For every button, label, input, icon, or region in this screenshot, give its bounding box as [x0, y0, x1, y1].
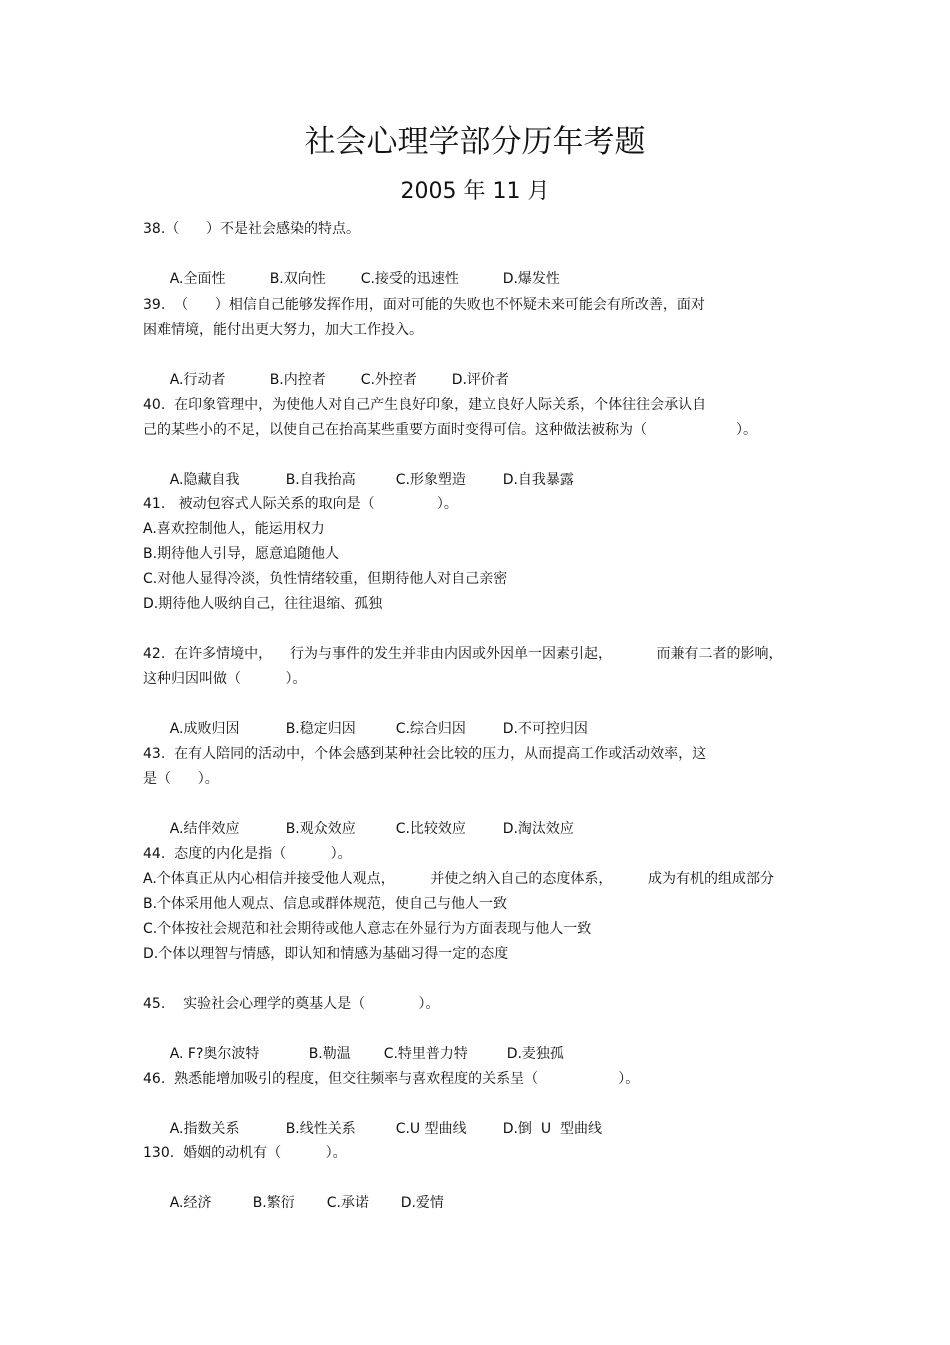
- question-options: [143, 1166, 803, 1211]
- question-130: [143, 1141, 803, 1211]
- question-stem: 41. 被动包容式人际关系的取向是（ ）。: [143, 496, 458, 512]
- option-d: D.爆发性: [502, 271, 560, 287]
- option-d: D.期待他人吸纳自己，往往退缩、孤独: [143, 596, 383, 612]
- option-c: C.比较效应: [395, 821, 466, 837]
- option-c: C.特里普力特: [383, 1046, 468, 1062]
- option-d: D.倒 U 型曲线: [502, 1121, 602, 1137]
- question-stem: 44. 态度的内化是指（ ）。: [143, 846, 352, 862]
- option-a: A.隐藏自我: [169, 472, 240, 488]
- question-options: [143, 1017, 803, 1062]
- question-stem-cont: 困难情境，能付出更大努力，加大工作投入。: [143, 322, 423, 338]
- option-b: B.勒温: [308, 1046, 351, 1062]
- option-d: D.麦独孤: [506, 1046, 564, 1062]
- option-c: C.U 型曲线: [395, 1121, 467, 1137]
- option-c: C.综合归因: [395, 721, 466, 737]
- option-a: A.成败归因: [169, 721, 240, 737]
- option-b: B.个体采用他人观点、信息或群体规范，使自己与他人一致: [143, 896, 508, 912]
- option-d: D.淘汰效应: [502, 821, 574, 837]
- question-options: [143, 692, 803, 737]
- option-b: B.双向性: [269, 271, 326, 287]
- question-40: [143, 393, 803, 488]
- question-stem-cont: 这种归因叫做（ ）。: [143, 671, 307, 687]
- question-44: [143, 842, 803, 967]
- option-b: B.自我抬高: [285, 472, 356, 488]
- option-a: A.喜欢控制他人，能运用权力: [143, 521, 325, 537]
- option-b: B.稳定归因: [285, 721, 356, 737]
- option-b: B.线性关系: [285, 1121, 356, 1137]
- option-a: A.个体真正从内心相信并接受他人观点， 并使之纳入自己的态度体系， 成为有机的组成部分: [143, 871, 774, 887]
- question-options: [143, 242, 803, 287]
- option-d: D.爱情: [400, 1195, 444, 1211]
- question-stem-cont: 己的某些小的不足，以使自己在抬高某些重要方面时变得可信。这种做法被称为（ ）。: [143, 422, 758, 438]
- question-43: [143, 742, 803, 837]
- question-options: [143, 343, 803, 388]
- option-c: C.对他人显得冷淡，负性情绪较重，但期待他人对自己亲密: [143, 571, 508, 587]
- question-options: [143, 792, 803, 837]
- question-stem: 38.（ ）不是社会感染的特点。: [143, 221, 360, 237]
- question-stem: 42. 在许多情境中， 行为与事件的发生并非由内因或外因单一因素引起， 而兼有二者的影响，: [143, 646, 783, 662]
- question-stem: 45. 实验社会心理学的奠基人是（ ）。: [143, 996, 440, 1012]
- question-stem: 46. 熟悉能增加吸引的程度，但交往频率与喜欢程度的关系呈（ ）。: [143, 1071, 640, 1087]
- option-a: A.行动者: [169, 372, 226, 388]
- question-45: [143, 992, 803, 1062]
- option-b: B.繁衍: [252, 1195, 295, 1211]
- option-b: B.内控者: [269, 372, 326, 388]
- option-d: D.评价者: [451, 372, 509, 388]
- option-d: D.不可控归因: [502, 721, 588, 737]
- question-39: [143, 293, 803, 388]
- question-42: [143, 642, 803, 737]
- question-stem: 39. （ ）相信自己能够发挥作用，面对可能的失败也不怀疑未来可能会有所改善，面对: [143, 297, 705, 313]
- option-c: C.形象塑造: [395, 472, 466, 488]
- question-options: [143, 1092, 803, 1137]
- option-a: A.经济: [169, 1195, 212, 1211]
- question-stem: 40. 在印象管理中，为使他人对自己产生良好印象，建立良好人际关系，个体往往会承认自: [143, 397, 707, 413]
- option-c: C.个体按社会规范和社会期待或他人意志在外显行为方面表现与他人一致: [143, 921, 592, 937]
- question-options: [143, 443, 803, 488]
- question-46: [143, 1067, 803, 1137]
- question-stem: 43. 在有人陪同的活动中，个体会感到某种社会比较的压力，从而提高工作或活动效率，这: [143, 746, 707, 762]
- question-41: [143, 492, 803, 617]
- question-stem: 130. 婚姻的动机有（ ）。: [143, 1145, 347, 1161]
- question-38: [143, 217, 803, 287]
- option-d: D.个体以理智与情感，即认知和情感为基础习得一定的态度: [143, 946, 509, 962]
- question-stem-cont: 是（ ）。: [143, 771, 219, 787]
- page-subtitle: 2005 年 11 月: [400, 179, 550, 204]
- page-title: 社会心理学部分历年考题: [304, 124, 646, 160]
- option-c: C.接受的迅速性: [360, 271, 459, 287]
- option-a: A.指数关系: [169, 1121, 240, 1137]
- option-a: A. F?奥尔波特: [169, 1046, 260, 1062]
- option-c: C.承诺: [326, 1195, 369, 1211]
- option-d: D.自我暴露: [502, 472, 574, 488]
- option-b: B.期待他人引导，愿意追随他人: [143, 546, 340, 562]
- option-a: A.全面性: [169, 271, 226, 287]
- option-c: C.外控者: [360, 372, 417, 388]
- option-a: A.结伴效应: [169, 821, 240, 837]
- option-b: B.观众效应: [285, 821, 356, 837]
